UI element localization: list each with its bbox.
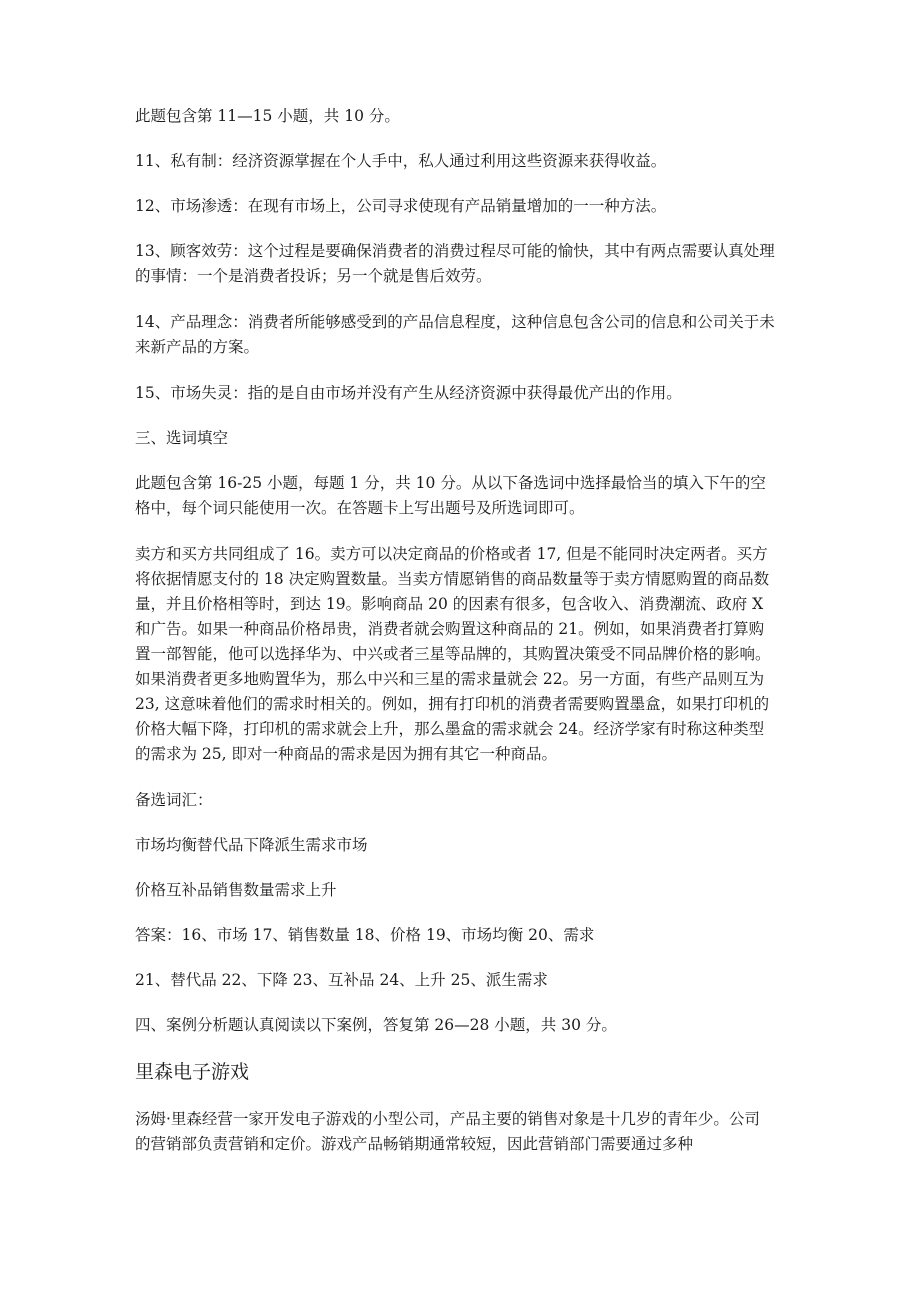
answers-line-1: 答案：16、市场 17、销售数量 18、价格 19、市场均衡 20、需求	[135, 926, 595, 944]
term-14-product-concept: 14、产品理念：消费者所能够感受到的产品信息程度，这种信息包含公司的信息和公司关于未来新产品的方案。	[135, 313, 775, 356]
word-bank-line-2: 价格互补品销售数量需求上升	[135, 881, 337, 899]
answers-line-2: 21、替代品 22、下降 23、互补品 24、上升 25、派生需求	[135, 971, 548, 989]
section-intro: 此题包含第 11—15 小题，共 10 分。	[135, 107, 400, 125]
section-3-title: 三、选词填空	[135, 429, 229, 447]
term-12-market-penetration: 12、市场渗透：在现有市场上，公司寻求使现有产品销量增加的一一种方法。	[135, 197, 667, 215]
document-page	[135, 104, 775, 1178]
case-title: 里森电子游戏	[135, 1061, 250, 1083]
section-4-title: 四、案例分析题认真阅读以下案例，答复第 26—28 小题，共 30 分。	[135, 1016, 617, 1034]
section-3-instructions: 此题包含第 16-25 小题，每题 1 分，共 10 分。从以下备选词中选择最恰当的填入下午的空格中，每个词只能使用一次。在答题卡上写出题号及所选词即可。	[135, 474, 766, 517]
word-bank-line-1: 市场均衡替代品下降派生需求市场	[135, 836, 368, 854]
case-paragraph: 汤姆·里森经营一家开发电子游戏的小型公司，产品主要的销售对象是十几岁的青年少。公司的营销部负责营销和定价。游戏产品畅销期通常较短，因此营销部门需要通过多种	[135, 1110, 760, 1153]
fill-in-passage: 卖方和买方共同组成了 16。卖方可以决定商品的价格或者 17, 但是不能同时决定两者。买方将依据情愿支付的 18 决定购置数量。当卖方情愿销售的商品数量等于卖方情愿购置的商品数量，并且价格相等时，到达 19。影响商品 20 的因素有很多，包含收入、消费潮流、政府 X 和广告。如果一种商品价格昂贵，消费者就会购置这种商品的 21。例如，如果消费者打算购置一部智能，他可以选择华为、中兴或者三星等品牌的，其购置决策受不同品牌价格的影响。如果消费者更多地购置华为，那么中兴和三星的需求量就会 22。另一方面，有些产品则互为 23, 这意味着他们的需求时相关的。例如，拥有打印机的消费者需要购置墨盒，如果打印机的价格大幅下降，打印机的需求就会上升，那么墨盒的需求就会 24。经济学家有时称这种类型的需求为 25, 即对一种商品的需求是因为拥有其它一种商品。	[135, 545, 771, 763]
term-13-customer-service: 13、顾客效劳：这个过程是要确保消费者的消费过程尽可能的愉快，其中有两点需要认真处理的事情：一个是消费者投诉；另一个就是售后效劳。	[135, 242, 775, 285]
word-bank-label: 备选词汇：	[135, 791, 213, 809]
term-15-market-failure: 15、市场失灵：指的是自由市场并没有产生从经济资源中获得最优产出的作用。	[135, 384, 682, 402]
term-11-private-ownership: 11、私有制：经济资源掌握在个人手中，私人通过利用这些资源来获得收益。	[135, 152, 667, 170]
